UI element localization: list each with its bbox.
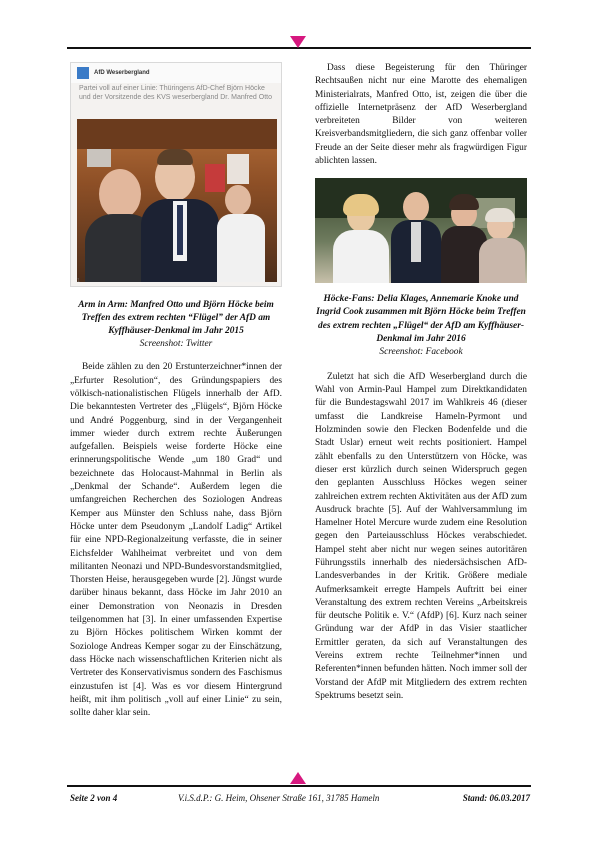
- date-stamp: Stand: 06.03.2017: [462, 793, 530, 803]
- page-number: Seite 2 von 4: [70, 793, 118, 803]
- footer-rule: [67, 785, 531, 787]
- body-paragraph-right-1: Dass diese Begeisterung für den Thüringer Rechtsaußen nicht nur eine Marotte des ehemaligen Ministerialrats, Manfred Otto, ist, zeigen die über die offizielle Internetpräsenz der AfD Weserbergland verbreiteten Bilder von weiteren Kreisverbandsmitgliedern, die sich ganz offenbar voller Freude an der Seite dieser mehr als fragwürdigen Figur ablichten lassen.: [315, 63, 527, 167]
- header-marker: [290, 36, 306, 48]
- account-name: AfD Weserbergland: [94, 70, 150, 76]
- photo-hoecke-fans: [315, 178, 527, 283]
- account-avatar: [77, 67, 89, 79]
- tweet-text: Partei voll auf einer Linie: Thüringens AfD-Chef Björn Höcke und der Vorsitzende des KVS weserbergland Dr. Manfred Otto: [79, 85, 272, 101]
- photo-otto-hoecke: [77, 119, 277, 282]
- photo-caption-right: [315, 293, 527, 358]
- photo-caption-left: [70, 299, 282, 351]
- imprint-address: V.i.S.d.P.: G. Heim, Ohsener Straße 161, 31785 Hameln: [178, 793, 380, 803]
- right-column: [315, 62, 527, 703]
- left-column: [70, 62, 282, 720]
- footer-marker: [290, 772, 306, 784]
- caption-text: Arm in Arm: Manfred Otto und Björn Höcke beim Treffen des extrem rechten “Flügel” der AfD am Kyffhäuser-Denkmal im Jahr 2015: [78, 300, 274, 337]
- twitter-screenshot: [70, 62, 282, 287]
- tweet-header: [71, 63, 281, 83]
- caption-source: Screenshot: Facebook: [379, 346, 463, 357]
- body-paragraph-right-2: Zuletzt hat sich die AfD Weserbergland durch die Wahl von Armin-Paul Hampel zum Direktkandidaten für die Bundestagswahl 2017 im Wahlkreis 46 (dieser umfasst die Landkreise Hameln-Pyrmont und Holzminden sowie den Flecken Bodenfelde und die Stadt Uslar) erneut weit rechts positioniert. Hampel zählt ebenfalls zu den Unterstützern von Höcke, was dieser erst kürzlich durch seinen Widerspruch gegen den geplanten Ausschluss Höckes wegen seiner zahlreichen extrem rechten Aktivitäten aus der AfD zum Ausdruck brachte [5]. Auf der Wahlversammlung im Hamelner Hotel Mercure wurde zudem eine Resolution gegen den Parteiausschluss Höckes verabschiedet. Hampel steht aber nicht nur wegen seines autoritären Führungsstils innerhalb des niedersächsischen AfD-Landesverbandes in der Kritik. Größere mediale Aufmerksamkeit erregte Hampels Auftritt bei einer Veranstaltung des extrem rechten Vereins „Arbeitskreis für deutsche Politik e. V.“ (AfdP) [6]. Kurz nach seiner Gründung war der AfdP in das Visier staatlicher Ermittler geraten, da sich auf Veranstaltungen des Vereins extrem rechte Teilnehmer*innen und Referenten*innen befunden hätten. Noch immer soll der Vorstand der AfdP mit Mitgliedern des extrem rechten Spektrums besetzt sein.: [315, 371, 527, 701]
- caption-source: Screenshot: Twitter: [139, 339, 213, 350]
- caption-text: Höcke-Fans: Delia Klages, Annemarie Knoke und Ingrid Cook zusammen mit Björn Höcke beim Treffen des extrem rechten „Flügel“ der AfD am Kyffhäuser-Denkmal im Jahr 2016: [316, 294, 526, 344]
- tweet-counter: 1: [77, 278, 80, 284]
- body-paragraph-left: Beide zählen zu den 20 Erstunterzeichner*innen der „Erfurter Resolution“, des Gründungspapiers des völkisch-nationalistischen Flügels innerhalb der AfD. Die bekanntesten Vertreter des „Flügels“, Björn Höcke und André Poggenburg, sind in der Vergangenheit immer wieder durch extrem rechte Äußerungen aufgefallen. Beispiels weise forderte Höcke eine erinnerungspolitische Wende „um 180 Grad“ und bezeichnete das Holocaust-Mahnmal in Berlin als „Denkmal der Schande“. Außerdem legen die umfangreichen Recherchen des Soziologen Andreas Kemper aus Münster den Schluss nahe, dass Björn Höcke unter dem Pseudonym „Landolf Ladig“ Artikel für eine NPD-Regionalzeitung verfasste, die in seiner Eichsfelder Wahlheimat verbreitet und von dem militanten Neonazi und NPD-Bundesvorstandsmitglied, Thorsten Heise, herausgegeben wurde [2]. Jüngst wurde darüber hinaus bekannt, dass Höcke im Jahr 2010 an einer Demonstration von Neonazis in Dresden teilgenommen hat [3]. In einer umfassenden Expertise zu Björn Höckes politischem Wirken kommt der Soziologe Andreas Kemper sogar zu der Einschätzung, dass Höcke nach wissenschaftlichen Kriterien nicht als Vertreter des Konservativismus sondern des Faschismus einzustufen ist [4]. Was es vor diesem Hintergrund heißt, mit ihm politisch „voll auf einer Linie“ zu sein, sollte daher klar sein.: [70, 362, 282, 719]
